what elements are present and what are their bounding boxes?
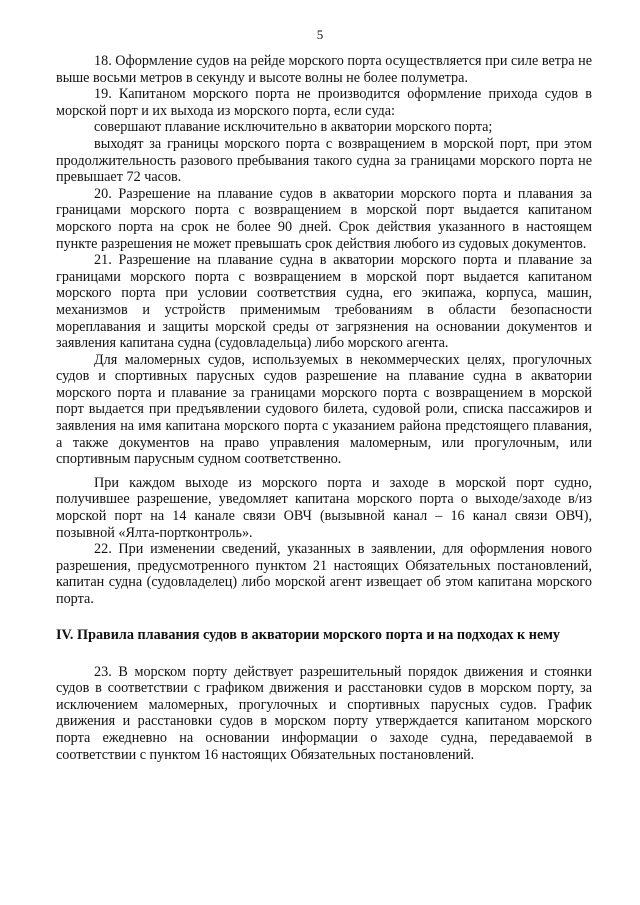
document-body	[56, 53, 592, 763]
paragraph-23: 23. В морском порту действует разрешительный порядок движения и стоянки судов в соответствии с графиком движения и расстановки судов в морском порту, за исключением маломерных, прогулочных и спортивных парусных судов. График движения и расстановки судов в морском порту утверждается капитаном морского порта ежедневно на основании информации о заходе судна, передаваемой в соответствии с пунктом 16 настоящих Обязательных постановлений.	[56, 663, 592, 763]
paragraph-20: 20. Разрешение на плавание судов в акватории морского порта и плавания за границами морского порта с возвращением в морской порт выдается капитаном морского порта на срок не более 90 дней. Срок действия указанного в настоящем пункте разрешения не может превышать срок действия любого из судовых документов.	[56, 185, 592, 252]
paragraph-21-notification: При каждом выходе из морского порта и заходе в морской порт судно, получившее разрешение, уведомляет капитана морского порта о выходе/заходе в/из морской порт на 14 канале связи ОВЧ (вызывной канал – 16 канал связи ОВЧ), позывной «Ялта-портконтроль».	[56, 474, 592, 541]
paragraph-19: 19. Капитаном морского порта не производится оформление прихода судов в морской порт и их выхода из морского порта, если суда:	[56, 86, 592, 119]
page-number: 5	[316, 27, 324, 42]
paragraph-18: 18. Оформление судов на рейде морского порта осуществляется при силе ветра не выше восьми метров в секунду и высоте волны не более полуметра.	[56, 53, 592, 86]
paragraph-19-item-2: выходят за границы морского порта с возвращением в морской порт, при этом продолжительность разового пребывания такого судна за границами морского порта не превышает 72 часов.	[56, 135, 592, 186]
section-heading: IV. Правила плавания судов в акватории морского порта и на подходах к нему	[56, 626, 560, 643]
paragraph-22: 22. При изменении сведений, указанных в заявлении, для оформления нового разрешения, предусмотренного пунктом 21 настоящих Обязательных постановлений, капитан судна (судовладелец) либо морской агент извещает об этом капитана морского порта.	[56, 541, 592, 607]
paragraph-21: 21. Разрешение на плавание судна в акватории морского порта и плавание за границами морского порта с возвращением в морской порт выдается капитаном морского порта при условии соответствия судна, его экипажа, корпуса, машин, механизмов и устройств применимым требованиям в области безопасности мореплавания и защиты морской среды от загрязнения на основании документов и заявления капитана судна (судовладельца) либо морского агента.	[56, 252, 592, 352]
paragraph-21-small-vessels: Для маломерных судов, используемых в некоммерческих целях, прогулочных судов и спортивных парусных судов разрешение на плавание судна в акватории морского порта и плавание за границами морского порта с возвращением в морской порт выдается при предъявлении судового билета, судовой роли, списка пассажиров и заявления на имя капитана морского порта с указанием района предстоящего плавания, а также документов на право управления маломерным, или прогулочным, или спортивным парусным судном соответственно.	[56, 351, 592, 468]
paragraph-19-item-1: совершают плавание исключительно в акватории морского порта;	[94, 119, 493, 136]
